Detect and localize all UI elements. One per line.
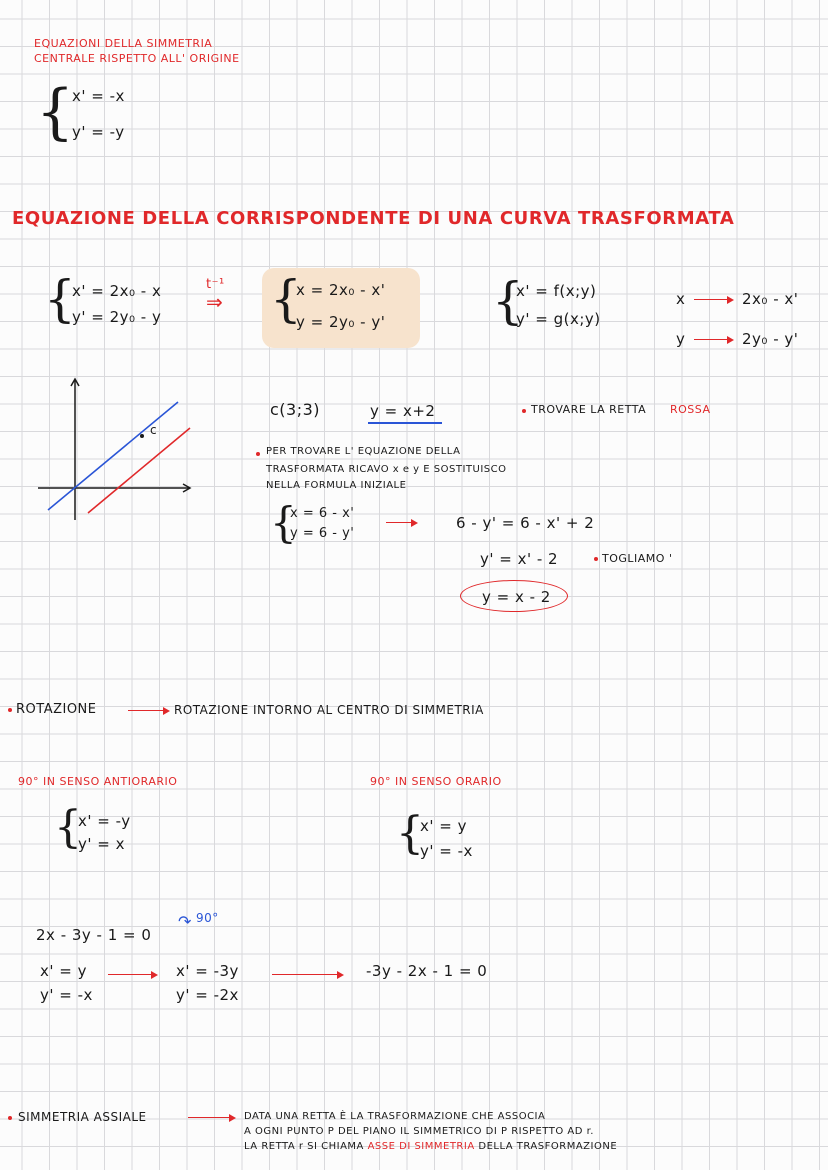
central-eq-y: y' = -y (72, 123, 125, 141)
step2-note: TOGLIAMO ' (602, 552, 673, 565)
cartesian-graph (30, 370, 200, 530)
note-line1: PER TROVARE L' EQUAZIONE DELLA (266, 446, 461, 457)
step-arrow-icon (108, 974, 156, 975)
rotation-arrow-icon (128, 710, 168, 711)
bullet-dot (522, 409, 526, 413)
point-c-coords: c(3;3) (270, 400, 321, 419)
map-eq2: y' = -x (40, 986, 93, 1004)
map-y-to: 2y₀ - y' (742, 330, 799, 348)
step2-eq: y' = x' - 2 (480, 550, 559, 568)
inverse-label: t⁻¹ (206, 277, 225, 292)
map-arrow-icon (694, 299, 732, 300)
ccw-eq2: y' = x (78, 835, 125, 853)
red-line (88, 428, 190, 513)
cw-eq1: x' = y (420, 817, 467, 835)
map-x-to: 2x₀ - x' (742, 290, 799, 308)
task-text: TROVARE LA RETTA (531, 403, 647, 416)
step-arrow-icon (272, 974, 342, 975)
axial-title: SIMMETRIA ASSIALE (18, 1110, 147, 1124)
rotation-description: ROTAZIONE INTORNO AL CENTRO DI SIMMETRIA (174, 703, 484, 717)
system-brace: { (270, 270, 302, 328)
bullet-dot (8, 1116, 12, 1120)
system-brace: { (492, 272, 524, 330)
axial-arrow-icon (188, 1117, 234, 1118)
underline (368, 422, 442, 424)
implies-arrow-icon: ⇒ (206, 290, 223, 314)
system2-eq1: x = 2x₀ - x' (296, 281, 386, 299)
map-arrow-icon (694, 339, 732, 340)
ccw-title: 90° IN SENSO ANTIORARIO (18, 775, 178, 788)
axial-desc-line3-c: DELLA TRASFORMAZIONE (478, 1141, 618, 1152)
bullet-dot (594, 557, 598, 561)
blue-line (48, 402, 178, 510)
inverse-eq2: y' = -2x (176, 986, 239, 1004)
graph-point-label: c (150, 423, 158, 437)
substitution-eq1: x = 6 - x' (290, 506, 355, 521)
main-heading: EQUAZIONE DELLA CORRISPONDENTE DI UNA CURVA TRASFORMATA (12, 208, 735, 229)
rotation-example-eq: 2x - 3y - 1 = 0 (36, 926, 152, 944)
cw-eq2: y' = -x (420, 842, 473, 860)
map-x-from: x (676, 290, 686, 308)
system3-eq2: y' = g(x;y) (516, 310, 601, 328)
system3-eq1: x' = f(x;y) (516, 282, 597, 300)
rotation-result: -3y - 2x - 1 = 0 (366, 962, 488, 980)
system-brace: { (396, 808, 424, 859)
bullet-dot (256, 452, 260, 456)
system1-eq1: x' = 2x₀ - x (72, 282, 162, 300)
step1-eq: 6 - y' = 6 - x' + 2 (456, 514, 595, 532)
central-eq-x: x' = -x (72, 87, 125, 105)
cw-title: 90° IN SENSO ORARIO (370, 775, 502, 788)
axial-desc-line3-a: LA RETTA r SI CHIAMA (244, 1141, 364, 1152)
rotate-arrow-icon: ↷ (178, 912, 192, 931)
bullet-dot (8, 708, 12, 712)
inverse-eq1: x' = -3y (176, 962, 239, 980)
task-color-word: ROSSA (670, 403, 711, 416)
axial-desc-line1: DATA UNA RETTA È LA TRASFORMAZIONE CHE ASSOCIA (244, 1111, 546, 1122)
axial-desc-line3 (244, 1142, 617, 1152)
rotation-title: ROTAZIONE (16, 702, 97, 717)
note-line3: NELLA FORMULA INIZIALE (266, 480, 407, 491)
ccw-eq1: x' = -y (78, 812, 131, 830)
rotation-angle: 90° (196, 911, 219, 925)
central-symmetry-heading-line2: CENTRALE RISPETTO ALL' ORIGINE (34, 52, 240, 65)
substitution-eq2: y = 6 - y' (290, 526, 355, 541)
system-brace: { (54, 802, 82, 853)
map-eq1: x' = y (40, 962, 87, 980)
system-brace: { (270, 498, 297, 547)
central-symmetry-heading-line1: EQUAZIONI DELLA SIMMETRIA (34, 37, 213, 50)
step-arrow-icon (386, 522, 416, 523)
note-line2: TRASFORMATA RICAVO x e y E SOSTITUISCO (266, 464, 507, 475)
point-c (140, 434, 144, 438)
given-line: y = x+2 (370, 402, 436, 420)
system-brace: { (36, 77, 75, 147)
axial-desc-line2: A OGNI PUNTO P DEL PIANO IL SIMMETRICO DI P RISPETTO AD r. (244, 1126, 594, 1137)
system2-eq2: y = 2y₀ - y' (296, 313, 386, 331)
map-y-from: y (676, 330, 686, 348)
result-eq: y = x - 2 (482, 588, 551, 606)
system-brace: { (44, 270, 76, 328)
axial-desc-line3-b: ASSE DI SIMMETRIA (367, 1141, 475, 1152)
system1-eq2: y' = 2y₀ - y (72, 308, 162, 326)
